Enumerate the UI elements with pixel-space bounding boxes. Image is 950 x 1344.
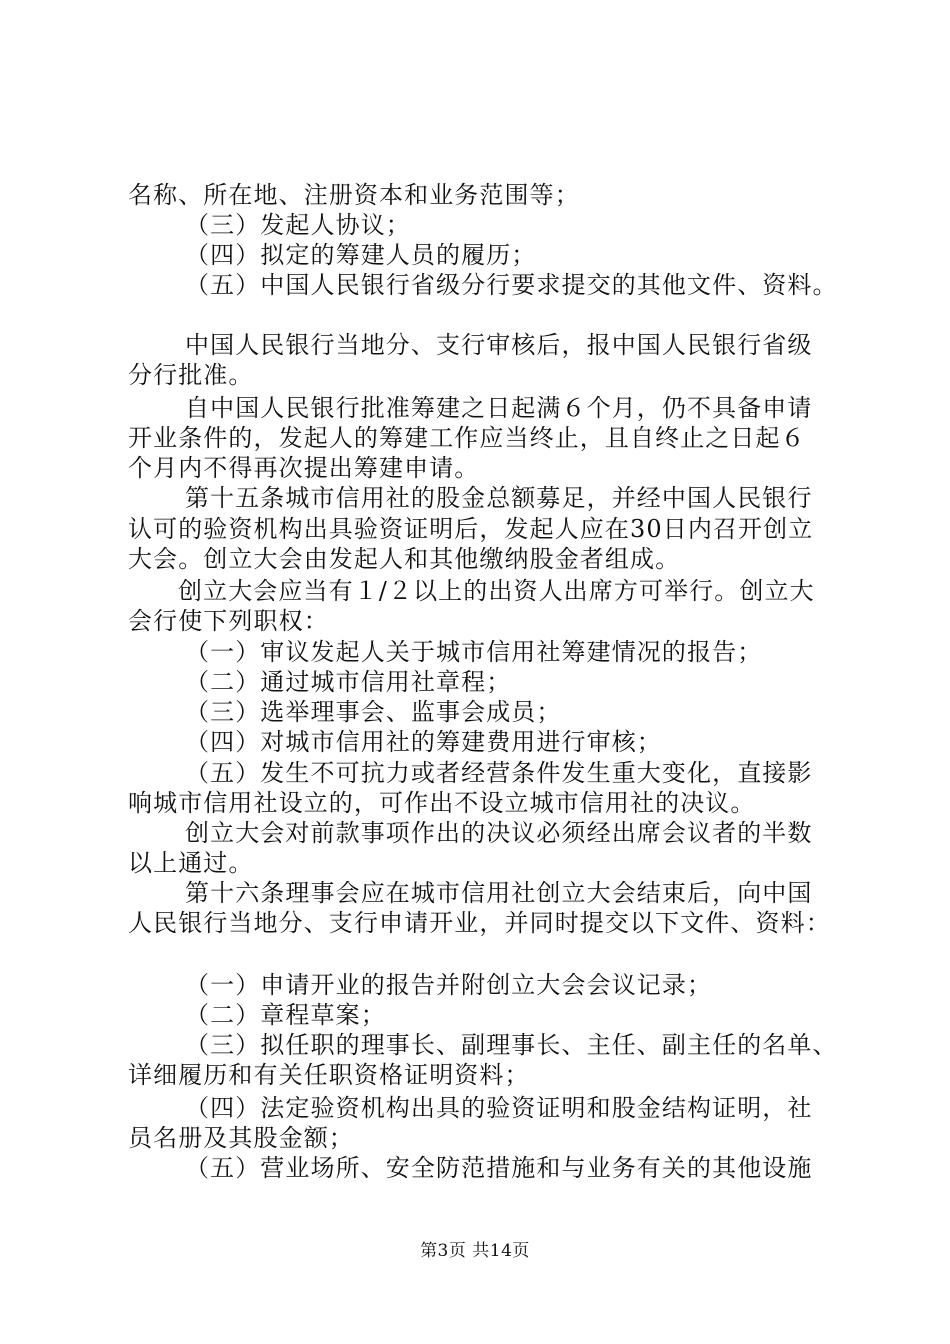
text-line: 中国人民银行当地分、支行审核后，报中国人民银行省级: [185, 331, 813, 359]
text-line: 响城市信用社设立的，可作出不设立城市信用社的决议。: [128, 789, 756, 817]
text-line: 个月内不得再次提出筹建申请。: [128, 454, 480, 482]
text-line: 会行使下列职权：: [128, 607, 329, 635]
text-line: 创立大会应当有１/２以上的出资人出席方可举行。创立大: [178, 577, 815, 605]
text-line: （四）法定验资机构出具的验资证明和股金结构证明，社: [185, 1094, 813, 1122]
text-line: 认可的验资机构出具验资证明后，发起人应在30日内召开创立: [128, 515, 814, 543]
text-line: 第十五条城市信用社的股金总额募足，并经中国人民银行: [185, 484, 813, 512]
text-line: 开业条件的，发起人的筹建工作应当终止，且自终止之日起６: [128, 424, 806, 452]
text-line: 分行批准。: [128, 361, 254, 389]
text-line: （五）发生不可抗力或者经营条件发生重大变化，直接影: [185, 759, 813, 787]
text-line: （二）通过城市信用社章程；: [185, 668, 512, 696]
text-line: 名称、所在地、注册资本和业务范围等；: [128, 181, 580, 209]
text-line: （二）章程草案；: [185, 1001, 386, 1029]
text-line: 第十六条理事会应在城市信用社创立大会结束后，向中国: [185, 879, 813, 907]
text-line: 大会。创立大会由发起人和其他缴纳股金者组成。: [128, 545, 681, 573]
text-line: 人民银行当地分、支行申请开业，并同时提交以下文件、资料：: [128, 909, 831, 937]
text-line: 创立大会对前款事项作出的决议必须经出席会议者的半数: [185, 819, 813, 847]
text-line: 以上通过。: [128, 849, 254, 877]
text-line: （四）对城市信用社的筹建费用进行审核；: [185, 728, 662, 756]
text-line: 详细履历和有关任职资格证明资料；: [128, 1061, 530, 1089]
text-line: （五）营业场所、安全防范措施和与业务有关的其他设施: [185, 1154, 813, 1182]
text-line: （一）审议发起人关于城市信用社筹建情况的报告；: [185, 638, 763, 666]
text-line: （一）申请开业的报告并附创立大会会议记录；: [185, 971, 713, 999]
text-line: 自中国人民银行批准筹建之日起满６个月，仍不具备申请: [185, 394, 813, 422]
text-line: （四）拟定的筹建人员的履历；: [185, 241, 537, 269]
text-line: （五）中国人民银行省级分行要求提交的其他文件、资料。: [185, 271, 838, 299]
text-line: （三）发起人协议；: [185, 211, 411, 239]
text-line: （三）选举理事会、监事会成员；: [185, 698, 562, 726]
text-line: （三）拟任职的理事长、副理事长、主任、副主任的名单、: [185, 1031, 838, 1059]
page-footer: 第3页 共14页: [420, 1241, 530, 1261]
text-line: 员名册及其股金额；: [128, 1124, 354, 1152]
